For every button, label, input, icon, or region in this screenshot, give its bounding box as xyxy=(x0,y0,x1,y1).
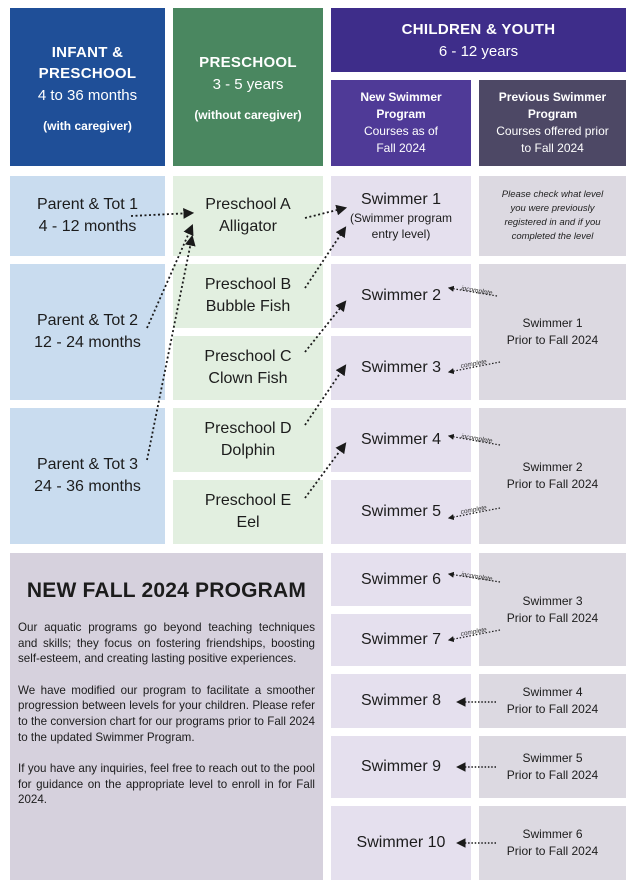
parent-tot-1-name: Parent & Tot 1 xyxy=(36,196,139,213)
previous-program-sub-line2: to Fall 2024 xyxy=(521,141,584,155)
label-complete-3: complete xyxy=(460,626,488,638)
previous-program-sub-line1: Courses offered prior xyxy=(496,124,609,138)
infant-header-title-line2: PRESCHOOL xyxy=(38,64,137,82)
info-title: NEW FALL 2024 PROGRAM xyxy=(26,579,307,602)
previous-swimmer-4-sub: Prior to Fall 2024 xyxy=(506,702,599,716)
info-paragraph-1: Our aquatic programs go beyond teaching techniques and skills; they focus on fostering friendships, boosting self-esteem, and creating lasting positive experiences. xyxy=(18,621,315,666)
previous-swimmer-6-name: Swimmer 6 xyxy=(522,827,583,841)
new-program-title-line2: Program xyxy=(376,107,426,121)
info-paragraph-2: We have modified our program to facilitate a smoother progression between levels for your children. Please refer to the conversion chart for our programs prior to Fall 2024 to the updated Swimmer Program. xyxy=(18,683,315,744)
preschool-e-animal: Eel xyxy=(236,514,260,531)
parent-tot-2-name: Parent & Tot 2 xyxy=(36,312,139,329)
parent-tot-1-age: 4 - 12 months xyxy=(38,218,137,235)
preschool-b-animal: Bubble Fish xyxy=(205,298,291,315)
swimmer-1-sub-line1: (Swimmer program xyxy=(349,211,452,225)
preschool-header-age: 3 - 5 years xyxy=(212,76,284,93)
preschool-a-name: Preschool A xyxy=(205,196,291,213)
new-program-sub-line2: Fall 2024 xyxy=(376,141,426,155)
arrow-preschool-c-to-swimmer-2 xyxy=(305,302,345,352)
swimmer-3-name: Swimmer 3 xyxy=(360,359,441,376)
swimmer-1-sub-line2: entry level) xyxy=(371,227,431,241)
swimmer-5-name: Swimmer 5 xyxy=(360,503,441,520)
parent-tot-3-age: 24 - 36 months xyxy=(34,478,141,495)
swimmer-2-name: Swimmer 2 xyxy=(360,287,441,304)
swimmer-8-name: Swimmer 8 xyxy=(360,692,441,709)
infant-header-age: 4 to 36 months xyxy=(37,86,138,104)
swimmer-10-name: Swimmer 10 xyxy=(356,834,446,851)
previous-swimmer-1-sub: Prior to Fall 2024 xyxy=(506,333,599,347)
previous-swimmer-4-name: Swimmer 4 xyxy=(522,685,583,699)
preschool-header-title: PRESCHOOL xyxy=(199,54,297,71)
infant-header-title-line1: INFANT & xyxy=(51,43,124,61)
arrow-preschool-d-to-swimmer-3 xyxy=(305,366,345,425)
arrow-preschool-a-to-swimmer-1 xyxy=(305,208,345,218)
previous-swimmer-5-sub: Prior to Fall 2024 xyxy=(506,768,599,782)
previous-program-title-line1: Previous Swimmer xyxy=(498,90,607,104)
swimmer-6-name: Swimmer 6 xyxy=(360,570,441,588)
previous-swimmer-3-sub: Prior to Fall 2024 xyxy=(506,610,599,625)
children-header-age: 6 - 12 years xyxy=(438,42,519,60)
preschool-c-animal: Clown Fish xyxy=(208,370,288,387)
new-program-sub-line1: Courses as of xyxy=(363,124,439,138)
previous-note-line3: registered in and if you xyxy=(504,217,601,228)
previous-swimmer-5-name: Swimmer 5 xyxy=(522,751,583,765)
swimmer-9-name: Swimmer 9 xyxy=(360,758,441,775)
label-complete-1: complete xyxy=(460,358,488,370)
previous-note-line2: you were previously xyxy=(510,203,595,214)
preschool-a-animal: Alligator xyxy=(219,218,277,235)
preschool-b-name: Preschool B xyxy=(204,276,292,293)
arrow-parent-tot-1-to-preschool-a xyxy=(131,213,192,216)
label-incomplete-1: incomplete xyxy=(460,285,493,297)
children-header-title: CHILDREN & YOUTH xyxy=(401,20,556,38)
previous-note-line1: Please check what level xyxy=(501,189,604,200)
previous-swimmer-3-name: Swimmer 3 xyxy=(522,593,583,608)
parent-tot-3-name: Parent & Tot 3 xyxy=(36,456,139,473)
previous-swimmer-2-name: Swimmer 2 xyxy=(522,460,583,474)
preschool-c-name: Preschool C xyxy=(204,348,292,365)
preschool-e-name: Preschool E xyxy=(204,492,292,509)
arrow-parent-tot-3-to-preschool-a xyxy=(147,237,192,460)
arrow-preschool-e-to-swimmer-4 xyxy=(305,444,345,498)
previous-swimmer-2-sub: Prior to Fall 2024 xyxy=(506,477,599,491)
swimmer-4-name: Swimmer 4 xyxy=(360,431,441,448)
info-paragraph-3: If you have any inquiries, feel free to reach out to the pool for guidance on the appropriate level to enroll in for Fall 2024. xyxy=(18,762,315,807)
label-complete-2: complete xyxy=(460,504,488,516)
previous-swimmer-1-name: Swimmer 1 xyxy=(522,316,583,330)
previous-swimmer-6-sub: Prior to Fall 2024 xyxy=(506,844,599,858)
label-incomplete-3: incomplete xyxy=(460,571,493,583)
arrow-parent-tot-2-to-preschool-a xyxy=(147,226,192,328)
infant-header-note: (with caregiver) xyxy=(43,118,132,133)
preschool-d-animal: Dolphin xyxy=(220,442,276,459)
parent-tot-2-age: 12 - 24 months xyxy=(34,334,141,351)
arrow-preschool-b-to-swimmer-1 xyxy=(305,228,345,288)
swimmer-7-name: Swimmer 7 xyxy=(360,631,441,648)
preschool-d-name: Preschool D xyxy=(204,420,292,437)
previous-program-title-line2: Program xyxy=(527,107,578,121)
previous-note-line4: completed the level xyxy=(511,231,594,242)
swimmer-1-name: Swimmer 1 xyxy=(360,191,441,208)
preschool-header-note: (without caregiver) xyxy=(194,108,302,122)
new-program-title-line1: New Swimmer xyxy=(360,90,442,104)
label-incomplete-2: incomplete xyxy=(460,433,493,445)
